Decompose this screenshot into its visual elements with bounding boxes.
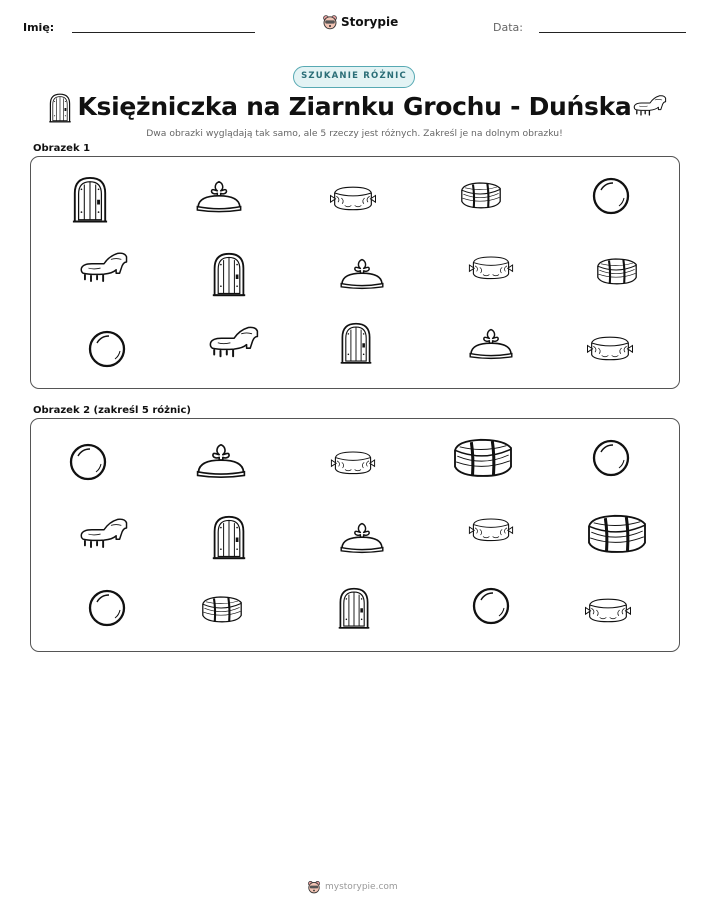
bear-icon (322, 14, 338, 30)
pea-icon[interactable] (68, 442, 108, 482)
crown-icon (194, 180, 244, 213)
footer-url: mystorypie.com (325, 882, 398, 892)
activity-badge: SZUKANIE RÓŻNIC (293, 66, 415, 88)
crown-icon (467, 328, 515, 360)
name-field[interactable] (72, 32, 255, 33)
picture-2-label: Obrazek 2 (zakreśl 5 różnic) (33, 405, 191, 416)
cushion-icon[interactable] (329, 448, 377, 477)
crown-icon[interactable] (194, 443, 248, 479)
hay-bale-icon[interactable] (582, 510, 652, 557)
door-icon (339, 322, 373, 365)
picture-1-label: Obrazek 1 (33, 143, 91, 154)
hay-bale-icon[interactable] (448, 434, 518, 481)
slipper-icon (78, 249, 130, 287)
page-title: Księżniczka na Ziarnku Grochu - Duńska (77, 92, 632, 121)
bear-icon (307, 880, 321, 894)
footer (307, 880, 398, 894)
pea-icon[interactable] (471, 586, 511, 626)
instructions: Dwa obrazki wyglądają tak samo, ale 5 rzeczy jest różnych. Zakreśl je na dolnym obrazku! (146, 128, 563, 139)
hay-bale-icon (593, 255, 641, 287)
cushion-icon (585, 333, 635, 363)
cushion-icon[interactable] (583, 595, 633, 625)
crown-icon[interactable] (338, 522, 386, 554)
brand-name: Storypie (341, 15, 399, 29)
slipper-icon[interactable] (78, 515, 130, 553)
brand-logo (322, 14, 398, 30)
crown-icon (338, 258, 386, 290)
pea-icon (87, 329, 127, 369)
name-label: Imię: (23, 21, 55, 34)
hay-bale-icon[interactable] (198, 593, 246, 625)
cushion-icon[interactable] (467, 515, 515, 544)
door-icon (211, 252, 247, 297)
slipper-icon (632, 92, 668, 120)
door-icon (71, 176, 109, 224)
hay-bale-icon (457, 179, 505, 211)
date-field[interactable] (539, 32, 686, 33)
cushion-icon (467, 253, 515, 282)
pea-icon (591, 176, 631, 216)
door-icon[interactable] (211, 515, 247, 560)
pea-icon[interactable] (87, 588, 127, 628)
pea-icon[interactable] (591, 438, 631, 478)
date-label: Data: (493, 21, 523, 34)
slipper-icon (207, 323, 261, 363)
door-icon[interactable] (337, 587, 371, 630)
cushion-icon (328, 183, 378, 213)
